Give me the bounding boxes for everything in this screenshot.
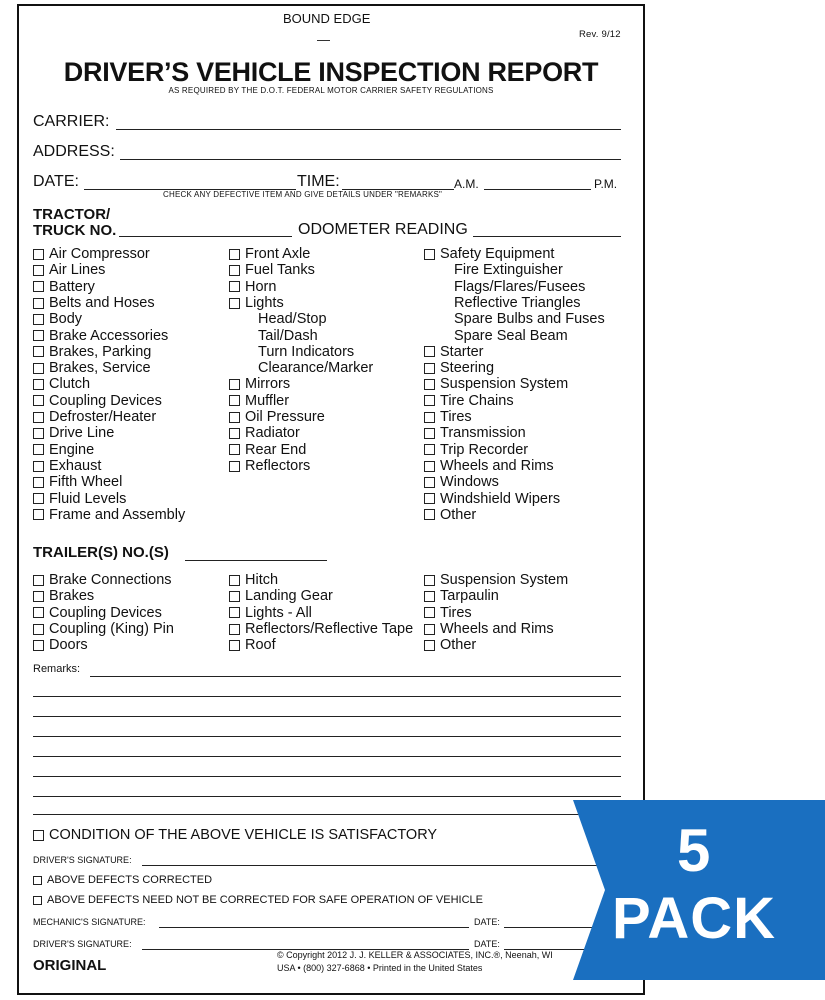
checklist-item-label: Coupling Devices xyxy=(49,392,162,409)
checklist-item-label: Exhaust xyxy=(49,457,102,474)
checklist-item-label: Hitch xyxy=(245,572,279,588)
checklist-item-label: Front Axle xyxy=(245,246,311,262)
checkbox-box[interactable] xyxy=(424,461,435,472)
checklist-item-label: Roof xyxy=(245,637,276,654)
checkbox-brakes[interactable] xyxy=(33,588,94,604)
checkbox-box[interactable] xyxy=(33,265,44,276)
checkbox-tarpaulin[interactable] xyxy=(424,588,499,604)
address-field[interactable] xyxy=(120,159,621,160)
checkbox-box[interactable] xyxy=(424,624,435,635)
checklist-item-label: Oil Pressure xyxy=(245,409,325,425)
checkbox-lights[interactable] xyxy=(229,295,284,311)
checklist-item-label: Brakes, Parking xyxy=(49,343,152,360)
checkbox-air-lines[interactable] xyxy=(33,262,105,278)
checkbox-box[interactable] xyxy=(33,281,44,292)
carrier-label: CARRIER: xyxy=(33,113,110,130)
copyright-line-2: USA • (800) 327-6868 • Printed in the United States xyxy=(277,963,483,973)
time-label: TIME: xyxy=(297,173,340,190)
checklist-item-label: Suspension System xyxy=(440,572,569,588)
checkbox-coupling-king-pin[interactable] xyxy=(33,621,174,637)
checkbox-box[interactable] xyxy=(229,624,240,635)
checkbox-box[interactable] xyxy=(33,363,44,374)
defects-corrected-checkbox[interactable] xyxy=(33,872,212,888)
condition-label: CONDITION OF THE ABOVE VEHICLE IS SATISFACTORY xyxy=(49,827,438,843)
checkbox-body[interactable] xyxy=(33,311,82,327)
checkbox-box[interactable] xyxy=(229,461,240,472)
checkbox-front-axle[interactable] xyxy=(229,246,310,262)
checkbox-fifth-wheel[interactable] xyxy=(33,474,122,490)
odometer-label: ODOMETER READING xyxy=(298,221,468,238)
checkbox-box[interactable] xyxy=(424,493,435,504)
bound-edge-label: BOUND EDGE xyxy=(283,11,371,26)
checklist-item-label: Lights - All xyxy=(245,604,312,621)
trailer-label: TRAILER(S) NO.(S) xyxy=(33,544,169,561)
checkbox-box[interactable] xyxy=(229,265,240,276)
checkbox-reflectors-reflective-tape[interactable] xyxy=(229,621,413,637)
tractor-label-1: TRACTOR/ xyxy=(33,206,111,223)
checklist-item-label: Body xyxy=(49,311,83,328)
checklist-item-label: Tires xyxy=(440,409,472,425)
condition-satisfactory-checkbox[interactable] xyxy=(33,827,437,843)
checklist-item-label: Fuel Tanks xyxy=(245,262,315,279)
sub-item-turn-indicators: Turn Indicators xyxy=(258,343,355,360)
checkbox-box[interactable] xyxy=(229,298,240,309)
checkbox-box[interactable] xyxy=(229,249,240,260)
checkbox-engine[interactable] xyxy=(33,442,94,458)
checkbox-defroster-heater[interactable] xyxy=(33,409,156,425)
checkbox-lights-all[interactable] xyxy=(229,605,312,621)
odometer-field[interactable] xyxy=(473,236,621,237)
checklist-item-label: Air Compressor xyxy=(49,246,150,262)
checklist-item-label: Tire Chains xyxy=(440,392,514,409)
checkbox-muffler[interactable] xyxy=(229,393,289,409)
mechanics-signature-label: MECHANIC'S SIGNATURE: xyxy=(33,917,146,927)
checklist-item-label: Reflectors xyxy=(245,457,311,474)
checklist-item-label: Muffler xyxy=(245,392,290,409)
checkbox-hitch[interactable] xyxy=(229,572,278,588)
checklist-item-label: Tires xyxy=(440,604,472,621)
carrier-field[interactable] xyxy=(116,129,621,130)
checkbox-coupling-devices[interactable] xyxy=(33,605,162,621)
checklist-item-label: Wheels and Rims xyxy=(440,457,554,474)
drivers-signature-label-2: DRIVER'S SIGNATURE: xyxy=(33,939,132,949)
checkbox-coupling-devices[interactable] xyxy=(33,393,162,409)
checklist-item-label: Fluid Levels xyxy=(49,490,127,507)
checkbox-brake-accessories[interactable] xyxy=(33,328,168,344)
checkbox-horn[interactable] xyxy=(229,279,276,295)
checkbox-box[interactable] xyxy=(33,509,44,520)
checklist-item-label: Brake Accessories xyxy=(49,327,169,344)
checkbox-air-compressor[interactable] xyxy=(33,246,150,262)
checkbox-box[interactable] xyxy=(424,249,435,260)
checkbox-safety-equipment[interactable] xyxy=(424,246,554,262)
checkbox-box[interactable] xyxy=(33,607,44,618)
address-label: ADDRESS: xyxy=(33,143,115,160)
checkbox-box[interactable] xyxy=(424,477,435,488)
drivers-date-label: DATE: xyxy=(474,939,500,949)
checklist-item-label: Rear End xyxy=(245,441,307,458)
checkbox-box[interactable] xyxy=(33,298,44,309)
checkbox-other[interactable] xyxy=(424,507,476,523)
checkbox-box[interactable] xyxy=(33,444,44,455)
checkbox-brakes-service[interactable] xyxy=(33,360,151,376)
am-label: A.M. xyxy=(454,177,479,191)
checkbox-box[interactable] xyxy=(33,379,44,390)
sub-item-tail-dash: Tail/Dash xyxy=(258,327,318,344)
five-pack-badge xyxy=(565,800,825,980)
checkbox-clutch[interactable] xyxy=(33,376,90,392)
defects-not-needed-label: ABOVE DEFECTS NEED NOT BE CORRECTED FOR SAFE OPERATION OF VEHICLE xyxy=(47,894,483,906)
remarks-line-7[interactable] xyxy=(33,796,621,797)
badge-number: 5 xyxy=(677,817,711,884)
checkbox-box[interactable] xyxy=(424,607,435,618)
checklist-item-label: Trip Recorder xyxy=(440,441,529,458)
remarks-label: Remarks: xyxy=(33,663,81,675)
pm-label: P.M. xyxy=(594,177,618,191)
checkbox-belts-and-hoses[interactable] xyxy=(33,295,155,311)
checkbox-mirrors[interactable] xyxy=(229,376,290,392)
checkbox-doors[interactable] xyxy=(33,637,88,653)
checklist-item-label: Tarpaulin xyxy=(440,588,499,605)
sub-item-flags-flares-fusees: Flags/Flares/Fusees xyxy=(454,278,586,295)
checkbox-transmission[interactable] xyxy=(424,425,526,441)
checkbox-box[interactable] xyxy=(229,444,240,455)
checkbox-box[interactable] xyxy=(229,591,240,602)
checklist-item-label: Reflectors/Reflective Tape xyxy=(245,620,414,637)
checkbox-reflectors[interactable] xyxy=(229,458,310,474)
checkbox-box[interactable] xyxy=(33,896,42,905)
checkbox-box[interactable] xyxy=(229,575,240,586)
checklist-item-label: Battery xyxy=(49,278,95,295)
mechanics-date-label: DATE: xyxy=(474,917,500,927)
checkbox-box[interactable] xyxy=(229,412,240,423)
defects-not-needed-checkbox[interactable] xyxy=(33,892,483,908)
checklist-item-label: Mirrors xyxy=(245,376,291,393)
checkbox-steering[interactable] xyxy=(424,360,494,376)
checkbox-box[interactable] xyxy=(229,281,240,292)
checklist-item-label: Coupling (King) Pin xyxy=(49,620,174,637)
checkbox-box[interactable] xyxy=(424,346,435,357)
checkbox-box[interactable] xyxy=(424,509,435,520)
checkbox-other[interactable] xyxy=(424,637,476,653)
checklist-item-label: Clutch xyxy=(49,376,91,393)
checklist-item-label: Suspension System xyxy=(440,376,569,393)
checkbox-landing-gear[interactable] xyxy=(229,588,333,604)
report-title: DRIVER’S VEHICLE INSPECTION REPORT xyxy=(63,57,599,87)
checkbox-tires[interactable] xyxy=(424,605,472,621)
remarks-line-8[interactable] xyxy=(33,814,621,815)
checklist-item-label: Brake Connections xyxy=(49,572,172,588)
checklist-item-label: Lights xyxy=(245,294,284,311)
sub-item-spare-bulbs-and-fuses: Spare Bulbs and Fuses xyxy=(454,311,605,328)
checkbox-suspension-system[interactable] xyxy=(424,572,568,588)
checklist-item-label: Frame and Assembly xyxy=(49,506,186,523)
checkbox-box[interactable] xyxy=(229,640,240,651)
checkbox-frame-and-assembly[interactable] xyxy=(33,507,185,523)
checkbox-box[interactable] xyxy=(424,428,435,439)
checklist-item-label: Air Lines xyxy=(49,262,106,279)
checkbox-box[interactable] xyxy=(33,493,44,504)
checklist-item-label: Windshield Wipers xyxy=(440,490,561,507)
checklist-item-label: Other xyxy=(440,637,477,654)
checkbox-box[interactable] xyxy=(33,412,44,423)
am-pm-field[interactable] xyxy=(484,189,591,190)
checkbox-box[interactable] xyxy=(33,314,44,325)
checklist-item-label: Windows xyxy=(440,474,499,491)
checkbox-box[interactable] xyxy=(33,640,44,651)
checkbox-box[interactable] xyxy=(33,591,44,602)
checklist-item-label: Radiator xyxy=(245,425,300,442)
checklist-item-label: Brakes, Service xyxy=(49,360,151,377)
revision-label: Rev. 9/12 xyxy=(579,29,621,40)
remarks-line-1[interactable] xyxy=(90,676,621,677)
checkbox-starter[interactable] xyxy=(424,344,484,360)
checkbox-box[interactable] xyxy=(424,363,435,374)
sub-item-spare-seal-beam: Spare Seal Beam xyxy=(454,327,568,344)
checkbox-box[interactable] xyxy=(33,461,44,472)
checkbox-rear-end[interactable] xyxy=(229,442,306,458)
badge-word: PACK xyxy=(612,886,777,951)
checkbox-box[interactable] xyxy=(33,830,44,841)
checkbox-roof[interactable] xyxy=(229,637,276,653)
remarks-line-6[interactable] xyxy=(33,776,621,777)
checkbox-box[interactable] xyxy=(424,591,435,602)
checklist-item-label: Safety Equipment xyxy=(440,246,555,262)
checkbox-box[interactable] xyxy=(33,477,44,488)
checkbox-windows[interactable] xyxy=(424,474,499,490)
original-label: ORIGINAL xyxy=(33,957,107,974)
checkbox-brake-connections[interactable] xyxy=(33,572,172,588)
checklist-item-label: Transmission xyxy=(440,425,526,442)
checkbox-box[interactable] xyxy=(424,640,435,651)
checkbox-box[interactable] xyxy=(33,575,44,586)
copyright-line-1: © Copyright 2012 J. J. KELLER & ASSOCIATES, INC.®, Neenah, WI xyxy=(277,950,553,960)
checkbox-tire-chains[interactable] xyxy=(424,393,514,409)
checklist-item-label: Starter xyxy=(440,343,484,360)
bound-edge-dash: — xyxy=(317,32,330,47)
sub-item-clearance-marker: Clearance/Marker xyxy=(258,360,374,377)
checkbox-fuel-tanks[interactable] xyxy=(229,262,315,278)
checklist-item-label: Belts and Hoses xyxy=(49,294,155,311)
checklist-item-label: Other xyxy=(440,506,477,523)
tractor-label-2: TRUCK NO. xyxy=(33,222,117,239)
checklist-item-label: Wheels and Rims xyxy=(440,620,554,637)
mechanics-signature-field[interactable] xyxy=(159,927,469,928)
checkbox-box[interactable] xyxy=(424,395,435,406)
checkbox-box[interactable] xyxy=(229,428,240,439)
checkbox-brakes-parking[interactable] xyxy=(33,344,151,360)
date-label: DATE: xyxy=(33,173,79,190)
checkbox-wheels-and-rims[interactable] xyxy=(424,458,554,474)
checklist-item-label: Engine xyxy=(49,441,95,458)
checkbox-box[interactable] xyxy=(33,346,44,357)
checkbox-box[interactable] xyxy=(33,249,44,260)
checkbox-box[interactable] xyxy=(229,395,240,406)
checkbox-windshield-wipers[interactable] xyxy=(424,491,560,507)
checklist-item-label: Steering xyxy=(440,360,495,377)
defect-instruction: CHECK ANY DEFECTIVE ITEM AND GIVE DETAILS UNDER "REMARKS" xyxy=(163,190,443,199)
checklist-item-label: Brakes xyxy=(49,588,95,605)
sub-item-fire-extinguisher: Fire Extinguisher xyxy=(454,262,563,279)
defects-corrected-label: ABOVE DEFECTS CORRECTED xyxy=(47,874,213,886)
checkbox-box[interactable] xyxy=(424,379,435,390)
checkbox-box[interactable] xyxy=(229,379,240,390)
checkbox-drive-line[interactable] xyxy=(33,425,114,441)
sub-item-head-stop: Head/Stop xyxy=(258,311,327,328)
checkbox-box[interactable] xyxy=(33,330,44,341)
checklist-item-label: Drive Line xyxy=(49,425,115,442)
checkbox-trip-recorder[interactable] xyxy=(424,442,528,458)
report-subtitle: AS REQUIRED BY THE D.O.T. FEDERAL MOTOR CARRIER SAFETY REGULATIONS xyxy=(168,86,494,95)
checkbox-box[interactable] xyxy=(33,624,44,635)
checkbox-box[interactable] xyxy=(33,876,42,885)
checkbox-box[interactable] xyxy=(424,412,435,423)
checkbox-suspension-system[interactable] xyxy=(424,376,568,392)
trailer-number-field[interactable] xyxy=(185,560,327,561)
checklist-item-label: Doors xyxy=(49,637,88,654)
checklist-item-label: Landing Gear xyxy=(245,588,333,605)
checkbox-battery[interactable] xyxy=(33,279,95,295)
checklist-item-label: Horn xyxy=(245,278,277,295)
checkbox-box[interactable] xyxy=(229,607,240,618)
checkbox-radiator[interactable] xyxy=(229,425,300,441)
checkbox-box[interactable] xyxy=(424,444,435,455)
checklist-item-label: Coupling Devices xyxy=(49,604,162,621)
remarks-line-3[interactable] xyxy=(33,716,621,717)
remarks-line-2[interactable] xyxy=(33,696,621,697)
checkbox-box[interactable] xyxy=(424,575,435,586)
inspection-report-form xyxy=(17,4,645,995)
drivers-signature-label: DRIVER'S SIGNATURE: xyxy=(33,855,132,865)
checkbox-oil-pressure[interactable] xyxy=(229,409,325,425)
sub-item-reflective-triangles: Reflective Triangles xyxy=(454,294,581,311)
checkbox-fluid-levels[interactable] xyxy=(33,491,126,507)
checkbox-wheels-and-rims[interactable] xyxy=(424,621,554,637)
checkbox-box[interactable] xyxy=(33,428,44,439)
remarks-line-4[interactable] xyxy=(33,736,621,737)
checklist-item-label: Fifth Wheel xyxy=(49,474,123,491)
checklist-item-label: Defroster/Heater xyxy=(49,409,157,425)
checkbox-tires[interactable] xyxy=(424,409,472,425)
checkbox-exhaust[interactable] xyxy=(33,458,101,474)
checkbox-box[interactable] xyxy=(33,395,44,406)
remarks-line-5[interactable] xyxy=(33,756,621,757)
drivers-signature-field[interactable] xyxy=(142,865,621,866)
truck-number-field[interactable] xyxy=(119,236,292,237)
